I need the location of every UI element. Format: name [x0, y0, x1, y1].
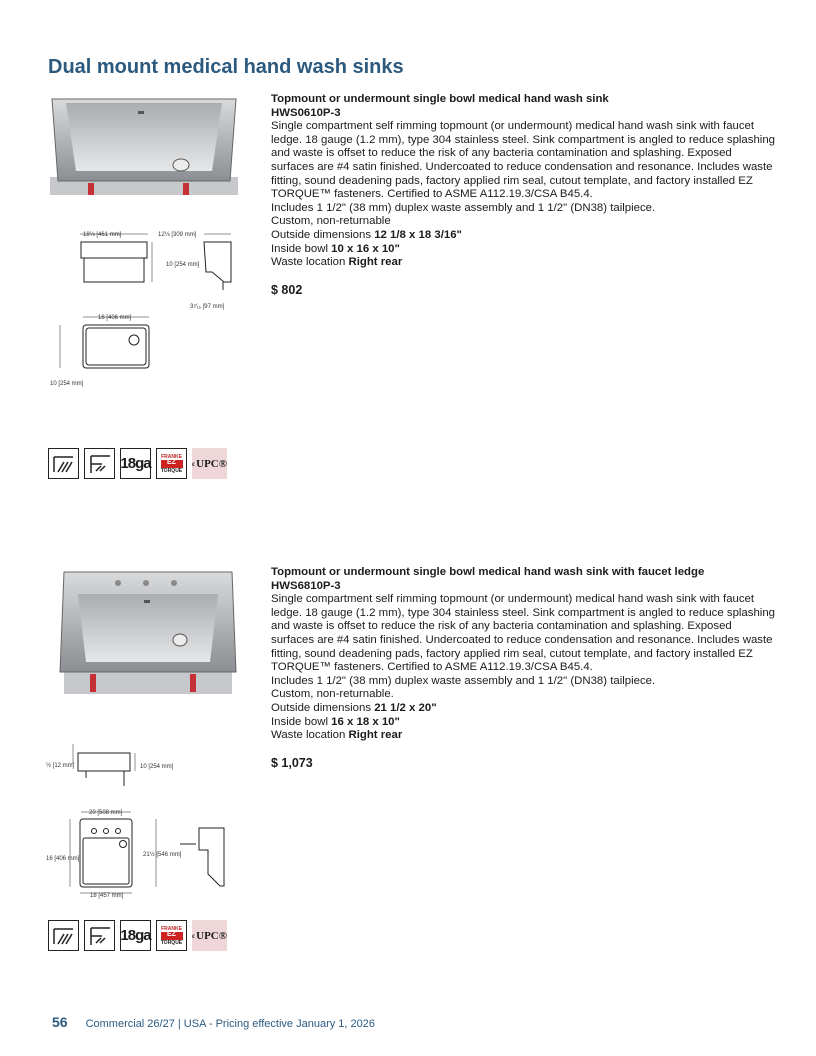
product-price: $ 1,073 — [271, 755, 313, 770]
dim-label: 10 [254 mm] — [140, 764, 174, 770]
dim-label: 16 [406 mm] — [98, 315, 132, 321]
product-model: HWS6810P-3 — [271, 579, 341, 592]
dim-label: 18⅛ [461 mm] — [83, 232, 122, 238]
inside-label: Inside bowl — [271, 715, 328, 728]
page-footer — [52, 1014, 375, 1030]
ez-torque-icon: FRANKE EZ TORQUE — [156, 448, 187, 479]
product-price: $ 802 — [271, 282, 303, 297]
gauge-badge: 18ga — [120, 448, 151, 479]
page-number: 56 — [52, 1014, 68, 1030]
product-heading: Topmount or undermount single bowl medical hand wash sink with faucet ledge — [271, 566, 705, 578]
dim-label: 12⅛ [309 mm] — [158, 232, 197, 238]
inside-value: 10 x 16 x 10" — [331, 242, 400, 255]
feature-badges-2 — [48, 920, 227, 951]
outside-label: Outside dimensions — [271, 228, 372, 241]
dimension-drawing-2 — [46, 740, 246, 905]
outside-label: Outside dimensions — [271, 701, 372, 714]
product-custom: Custom, non-returnable — [271, 215, 391, 228]
dim-label: ½ [12 mm] — [46, 763, 75, 769]
dim-label: 21½ [546 mm] — [143, 852, 182, 858]
product-block-1 — [271, 93, 776, 297]
inside-value: 16 x 18 x 10" — [331, 715, 400, 728]
product-block-2 — [271, 566, 776, 770]
upc-badge: c UPC® — [192, 920, 227, 951]
angled-bowl-icon — [48, 920, 79, 951]
angled-bowl-icon — [48, 448, 79, 479]
outside-value: 12 1/8 x 18 3/16" — [374, 228, 462, 241]
dim-label: 10 [254 mm] — [50, 381, 84, 387]
undermount-icon — [84, 920, 115, 951]
waste-value: Right rear — [348, 256, 403, 269]
dimension-drawing-1 — [48, 220, 248, 395]
sink-photo-1 — [48, 95, 240, 197]
outside-value: 21 1/2 x 20" — [374, 701, 437, 714]
product-includes: Includes 1 1/2" (38 mm) duplex waste assembly and 1 1/2" (DN38) tailpiece. — [271, 674, 656, 687]
undermount-icon — [84, 448, 115, 479]
waste-label: Waste location — [271, 256, 346, 269]
dim-label: 10 [254 mm] — [166, 262, 200, 268]
product-heading: Topmount or undermount single bowl medical hand wash sink — [271, 93, 609, 105]
feature-badges-1 — [48, 448, 227, 479]
waste-label: Waste location — [271, 729, 346, 742]
sink-photo-2 — [58, 570, 238, 696]
gauge-badge: 18ga — [120, 920, 151, 951]
product-custom: Custom, non-returnable. — [271, 688, 394, 701]
dim-label: 20 [508 mm] — [89, 810, 123, 816]
page-title: Dual mount medical hand wash sinks — [48, 56, 404, 78]
product-includes: Includes 1 1/2" (38 mm) duplex waste assembly and 1 1/2" (DN38) tailpiece. — [271, 201, 656, 214]
dim-label: 16 [406 mm] — [46, 856, 80, 862]
ez-torque-icon: FRANKE EZ TORQUE — [156, 920, 187, 951]
dim-label: 18 [457 mm] — [90, 893, 124, 899]
inside-label: Inside bowl — [271, 242, 328, 255]
upc-badge: c UPC® — [192, 448, 227, 479]
product-description: Single compartment self rimming topmount (or undermount) medical hand wash sink with faucet ledge. 18 gauge (1.2 mm), type 304 stainless steel. Sink compartment is angled to reduce splashing and waste is offset to reduce the risk of any bacteria contamination and splashing. Exposed surfaces are #4 satin finished. Undercoated to reduce condensation and resonance. Includes waste fitting, sound deadening pads, factory applied rim seal, cutout template, and factory installed EZ TORQUE™ fasteners. Certified to ASME A112.19.3/CSA B45.4. — [271, 593, 776, 674]
product-description: Single compartment self rimming topmount (or undermount) medical hand wash sink with faucet ledge. 18 gauge (1.2 mm), type 304 stainless steel. Sink compartment is angled to reduce splashing and waste is offset to reduce the risk of any bacteria contamination and splashing. Exposed surfaces are #4 satin finished. Undercoated to reduce condensation and resonance. Includes waste fitting, sound deadening pads, factory applied rim seal, cutout template, and factory installed EZ TORQUE™ fasteners. Certified to ASME A112.19.3/CSA B45.4. — [271, 120, 776, 201]
footer-text: Commercial 26/27 | USA - Pricing effective January 1, 2026 — [85, 1018, 375, 1030]
waste-value: Right rear — [348, 729, 403, 742]
product-model: HWS0610P-3 — [271, 106, 341, 119]
dim-label: 3⁷⁄₁₆ [97 mm] — [190, 304, 225, 310]
